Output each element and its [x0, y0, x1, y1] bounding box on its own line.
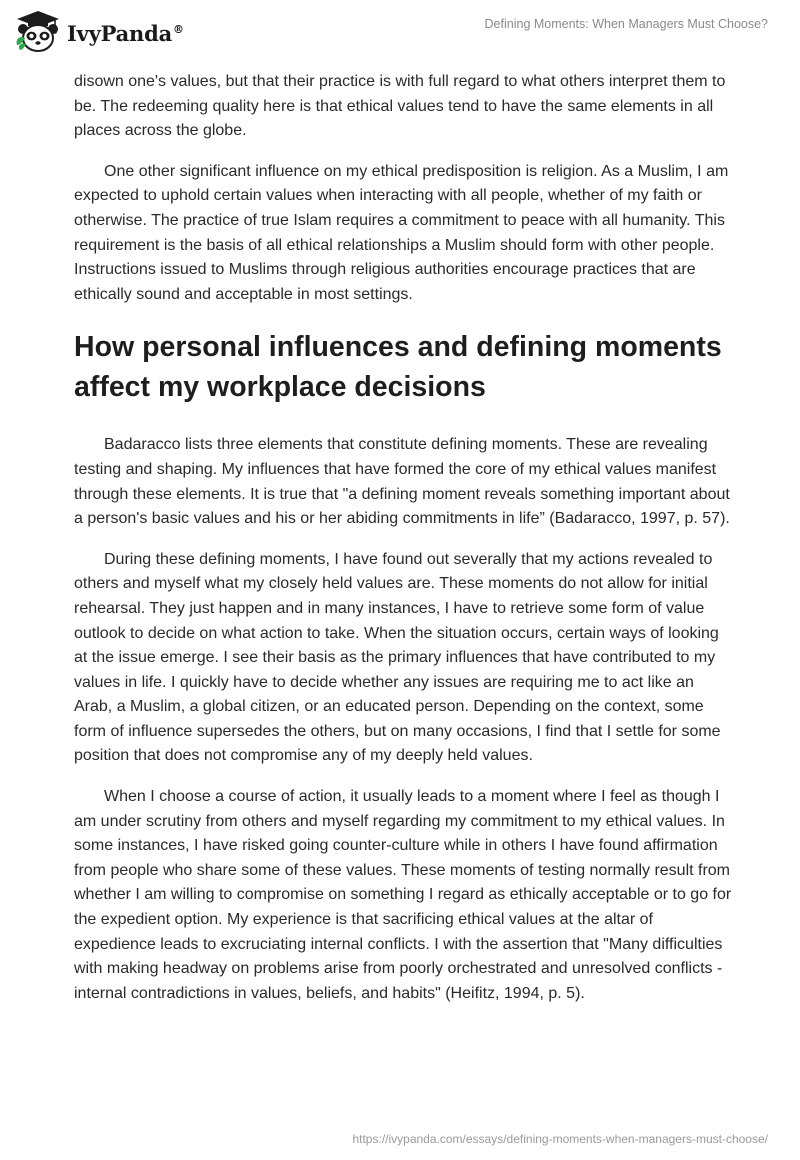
paragraph-religion: One other significant influence on my ethical predisposition is religion. As a Muslim, I am expected to uphold certain values when interacting with all people, whether of my faith or otherwise. The practice of true Islam requires a commitment to peace with all humanity. This requirement is the basis of all ethical relationships a Muslim should form with other people. Instructions issued to Muslims through religious authorities encourage practices that are ethically sound and acceptable in most settings. [74, 162, 729, 303]
source-url[interactable]: https://ivypanda.com/essays/defining-moments-when-managers-must-choose/ [352, 1132, 768, 1146]
page-header [0, 0, 800, 64]
ivypanda-logo[interactable] [14, 9, 184, 53]
paragraph-continuation: disown one's values, but that their practice is with full regard to what others interpret them to be. The redeeming quality here is that ethical values tend to have the same elements in all places across the globe. [74, 73, 726, 140]
panda-graduate-icon [14, 9, 62, 53]
essay-content [74, 70, 734, 1022]
paragraph-badaracco: Badaracco lists three elements that constitute defining moments. These are revealing testing and shaping. My influences that have formed the core of my ethical values manifest through these elements. It is true that "a defining moment reveals something important about a person's basic values and his or her abiding commitments in life” (Badaracco, 1997, p. 57). [74, 436, 730, 528]
section-heading: How personal influences and defining moments affect my workplace decisions [74, 331, 722, 404]
brand-name: IvyPanda® [67, 20, 184, 46]
registered-mark: ® [173, 22, 184, 36]
document-title: Defining Moments: When Managers Must Choose? [484, 17, 768, 31]
paragraph-testing: When I choose a course of action, it usually leads to a moment where I feel as though I am under scrutiny from others and myself regarding my commitment to my ethical values. In some instances, I have risked going counter-culture while in others I have found affirmation from people who share some of these values. These moments of testing normally result from whether I am willing to compromise on something I regard as ethically acceptable or to go for the expedient option. My experience is that sacrificing ethical values at the altar of expedience leads to excruciating internal conflicts. I with the assertion that "Many difficulties with making headway on problems arise from poorly orchestrated and unresolved conflicts - internal contradictions in values, beliefs, and habits" (Heifitz, 1994, p. 5). [74, 788, 732, 1002]
paragraph-defining-moments: During these defining moments, I have found out severally that my actions revealed to others and myself what my closely held values are. These moments do not allow for initial rehearsal. They just happen and in many instances, I have to retrieve some form of value outlook to decide on what action to take. When the situation occurs, certain ways of looking at the issue emerge. I see their basis as the primary influences that have contributed to my values in life. I quickly have to decide whether any issues are requiring me to act like an Arab, a Muslim, a global citizen, or an educated person. Depending on the context, some form of influence supersedes the others, but on many occasions, I find that I settle for some position that does not compromise any of my deeply held values. [74, 550, 721, 765]
